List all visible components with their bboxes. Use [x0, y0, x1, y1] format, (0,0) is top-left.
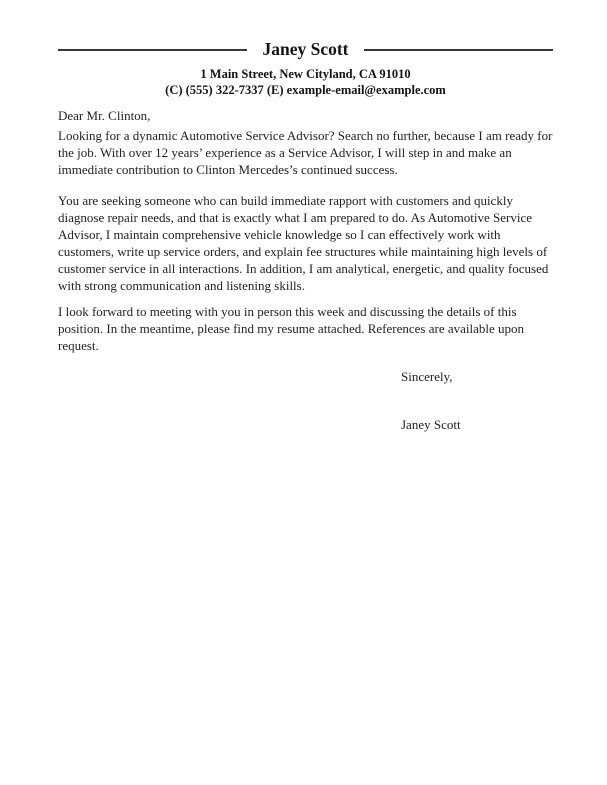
letter-body	[58, 107, 553, 433]
signature-name: Janey Scott	[401, 417, 461, 432]
body-paragraph-3: I look forward to meeting with you in person this week and discussing the details of this position. In the meantime, please find my resume attached. References are available upon request.	[58, 304, 525, 353]
letter-header	[58, 39, 553, 60]
header-rule-right	[364, 49, 553, 51]
header-name: Janey Scott	[262, 39, 349, 59]
address-line: 1 Main Street, New Cityland, CA 91010	[200, 67, 411, 81]
body-paragraph-2: You are seeking someone who can build immediate rapport with customers and quickly diagnose repair needs, and that is exactly what I am prepared to do. As Automotive Service Advisor, I maintain comprehensive vehicle knowledge so I can effectively work with customers, write up service orders, and explain fee structures while maintaining high levels of customer service in all interactions. In addition, I am analytical, energetic, and quality focused with strong communication and listening skills.	[58, 193, 549, 293]
closing: Sincerely,	[401, 369, 453, 384]
contact-line: (C) (555) 322-7337 (E) example-email@example.com	[165, 82, 446, 97]
body-paragraph-1: Looking for a dynamic Automotive Service Advisor? Search no further, because I am ready for the job. With over 12 years’ experience as a Service Advisor, I will step in and make an immediate contribution to Clinton Mercedes’s continued success.	[58, 128, 553, 177]
header-rule-left	[58, 49, 247, 51]
salutation: Dear Mr. Clinton,	[58, 108, 151, 123]
closing-block	[401, 368, 553, 433]
